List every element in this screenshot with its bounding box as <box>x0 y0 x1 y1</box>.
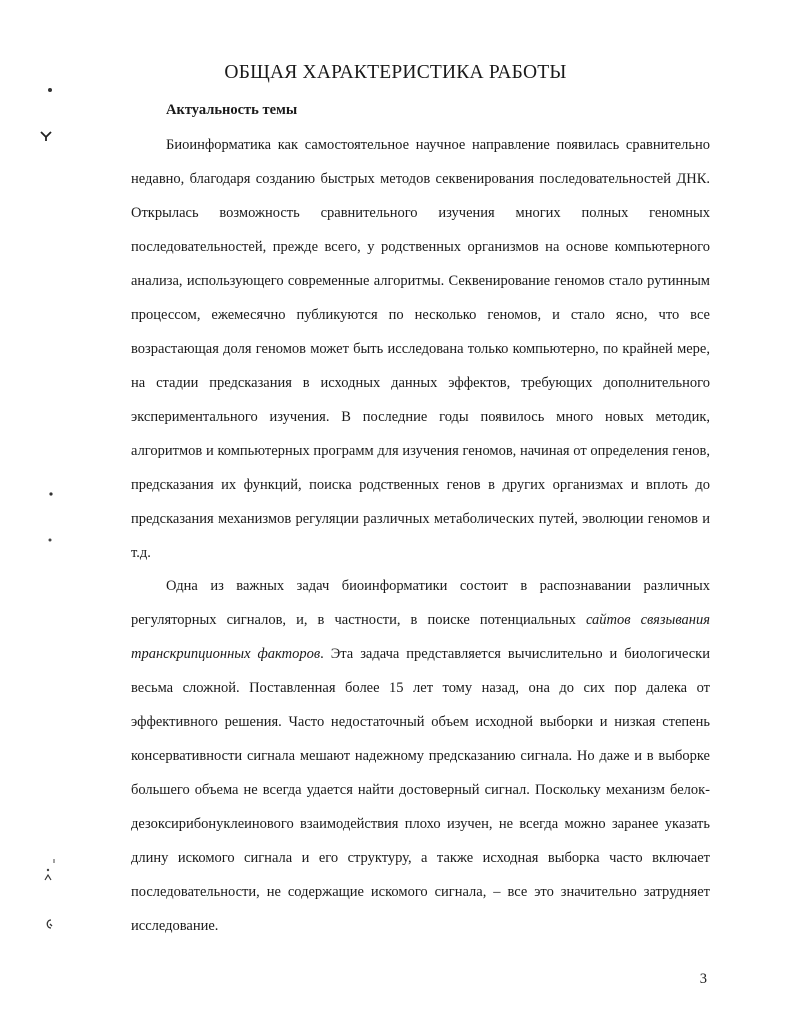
scan-artifact-mark <box>44 918 54 930</box>
page-title: ОБЩАЯ ХАРАКТЕРИСТИКА РАБОТЫ <box>224 62 567 83</box>
paragraph-1: Биоинформатика как самостоятельное научное направление появилась сравнительно недавно, благодаря созданию быстрых методов секвенирования последовательностей ДНК. Открылась возможность сравнительного изучения многих полных геномных последовательностей, прежде всего, у родственных организмов на основе компьютерного анализа, использующего современные алгоритмы. Секвенирование геномов стало рутинным процессом, ежемесячно публикуются по несколько геномов, и стало ясно, что все возрастающая доля геномов может быть исследована только компьютерно, по крайней мере, на стадии предсказания в исходных данных эффектов, требующих дополнительного экспериментального изучения. В последние годы появилось много новых методик, алгоритмов и компьютерных программ для изучения геномов, начиная от определения генов, предсказания их функций, поиска родственных генов в других организмах и вплоть до предсказания механизмов регуляции различных метаболических путей, эволюции геномов и т.д. <box>131 137 710 561</box>
scan-artifact-mark <box>46 86 54 94</box>
section-heading: Актуальность темы <box>166 102 298 118</box>
paragraph-2 <box>131 569 710 943</box>
scan-artifact-mark <box>40 130 52 142</box>
scan-artifact-mark <box>43 858 57 884</box>
scan-artifact-mark <box>48 491 54 497</box>
paragraph-2-part-2: . Эта задача представляется вычислительно и биологически весьма сложной. Поставленная более 15 лет тому назад, она до сих пор далека от эффективного решения. Часто недостаточный объем исходной выборки и низкая степень консервативности сигнала мешают надежному предсказанию сигнала. Но даже и в выборке большего объема не всегда удается найти достоверный сигнал. Поскольку механизм белок-дезоксирибонуклеинового взаимодействия плохо изучен, не всегда можно заранее указать длину искомого сигнала и его структуру, а также исходная выборка часто включает последовательности, не содержащие искомого сигнала, – все это значительно затрудняет исследование. <box>131 646 710 934</box>
paragraph-2-italic-term: сайтов связывания транскрипционных факторов <box>131 612 710 662</box>
paragraph-2-part-1: Одна из важных задач биоинформатики состоит в распознавании различных регуляторных сигналов, и, в частности, в поиске потенциальных <box>131 578 710 628</box>
page-number: 3 <box>699 971 707 987</box>
scan-artifact-mark <box>47 537 53 543</box>
